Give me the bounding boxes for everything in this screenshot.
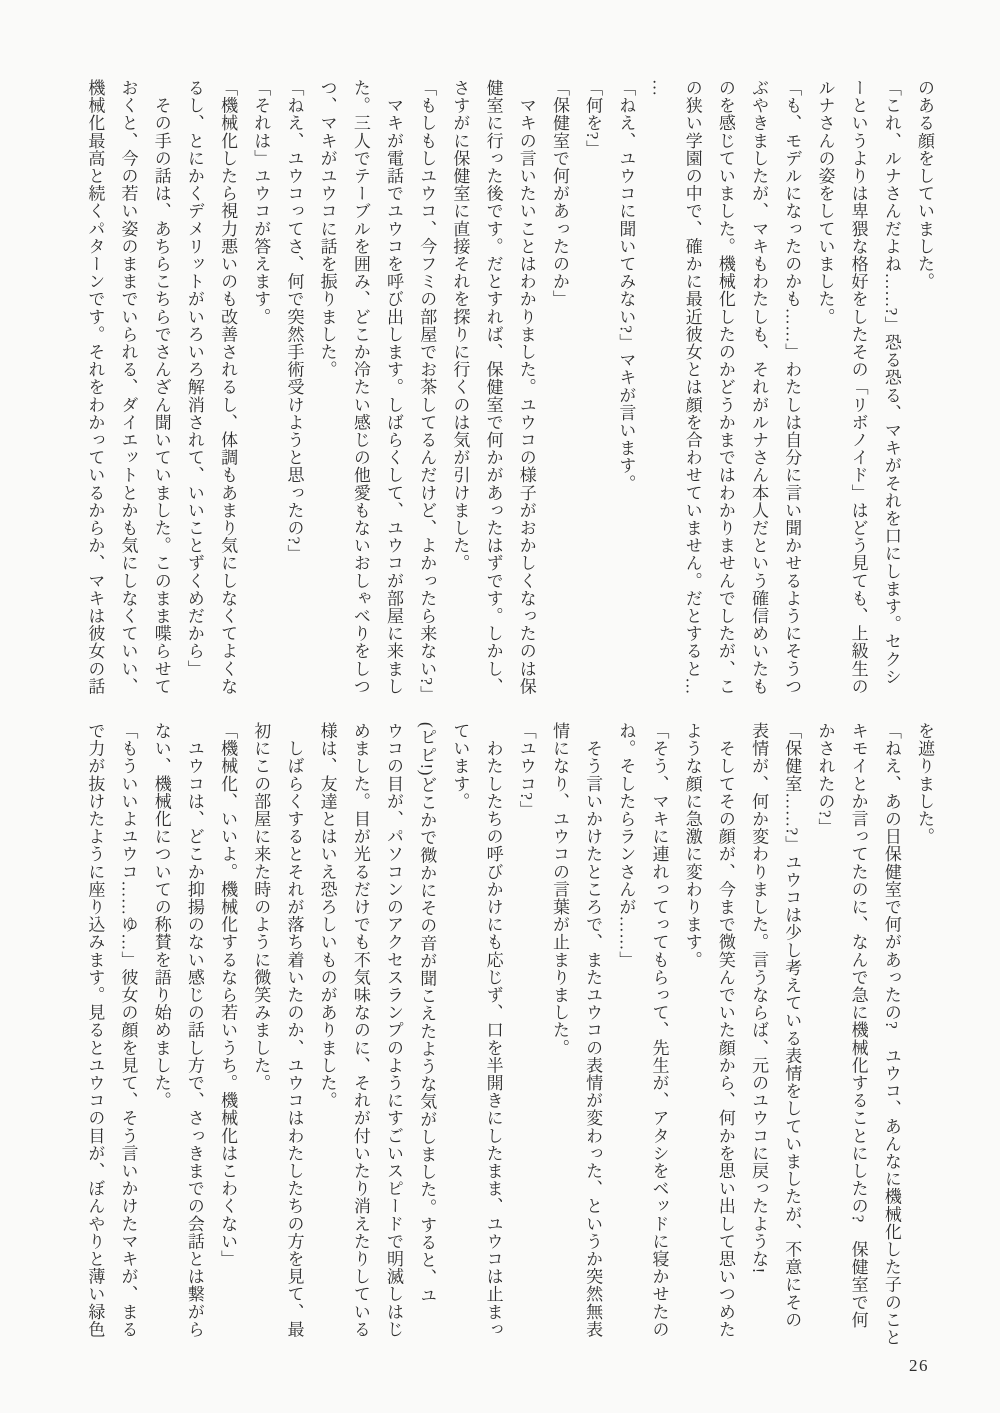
text-column: 「ねえ、あの日保健室で何があったの? ユウコ、あんなに機械化した子のこと — [881, 722, 901, 1347]
text-column: 「そう、マキに連れってってもらって、先生が、アタシをベッドに寝かせたの — [649, 722, 669, 1338]
text-column: のを感じていました。機械化したのかどうかまではわかりませんでしたが、こ — [715, 79, 735, 695]
text-column: しばらくするとそれが落ち着いたのか、ユウコはわたしたちの方を見て、最 — [284, 722, 304, 1338]
text-column: めました。目が光るだけでも不気味なのに、それが付いたり消えたりしている — [350, 722, 370, 1338]
text-column: … — [649, 79, 669, 97]
story-text-block-upper — [86, 79, 933, 724]
text-column: ね。そしたらランさんが……」 — [616, 722, 636, 969]
text-column: マキが電話でユウコを呼び出します。しばらくして、ユウコが部屋に来まし — [384, 79, 403, 695]
text-column: 「それは」ユウコが答えます。 — [251, 79, 271, 326]
text-column: 「何を?」 — [583, 79, 603, 158]
text-column: 「機械化したら視力悪いのも改善されるし、体調もあまり気にしなくてよくな — [218, 79, 238, 695]
text-column: ぶやきましたが、マキもわたしも、それがルナさん本人だという確信めいたも — [749, 79, 769, 695]
story-text-block-lower — [86, 722, 933, 1382]
text-column: 健室に行った後です。だとすれば、保健室で何かがあったはずです。しかし、 — [483, 79, 503, 695]
text-column: 「もういいよユウコ……ゆ…」彼女の顔を見て、そう言いかけたマキが、まる — [118, 722, 138, 1338]
text-column: さすがに保健室に直接それを探りに行くのは気が引けました。 — [450, 79, 470, 572]
text-column: 様は、友達とはいえ恐ろしいものがありました。 — [317, 722, 337, 1110]
text-column: 表情が、何か変わりました。言うならば、元のユウコに戻ったような! — [749, 722, 769, 1274]
text-column: ルナさんの姿をしていました。 — [815, 79, 835, 326]
text-column: わたしたちの呼びかけにも応じず、口を半開きにしたまま、ユウコは止まっ — [483, 722, 503, 1338]
text-column: (ピピ!)どこかで微かにその音が聞こえたような気がしました。すると、ユ — [417, 722, 437, 1304]
text-column: 情になり、ユウコの言葉が止まりました。 — [549, 722, 569, 1057]
text-column: おくと、今の若い姿のままでいられる、ダイエットとかも気にしなくていい、 — [118, 79, 138, 695]
text-column: のある顔をしていました。 — [915, 79, 934, 291]
text-column: 「保健室……?」ユウコは少し考えている表情をしていましたが、不意にその — [782, 722, 802, 1329]
text-column: を遮りました。 — [915, 722, 934, 846]
text-column: 「ねえ、ユウコに聞いてみない?」マキが言います。 — [616, 79, 636, 492]
text-column: の狭い学園の中で、確かに最近彼女とは顔を合わせていません。だとすると… — [682, 79, 702, 695]
text-column: た。三人でテーブルを囲み、どこか冷たい感じの他愛もないおしゃべりをしつ — [350, 79, 370, 695]
text-column: ウコの目が、パソコンのアクセスランプのようにすごいスピードで明滅しはじ — [384, 722, 403, 1338]
text-column: 機械化最高と続くパターンです。それをわかっているからか、マキは彼女の話 — [85, 79, 105, 695]
text-column: つ、マキがユウコに話を振りました。 — [317, 79, 337, 379]
text-column: その手の話は、あちらこちらでさんざん聞いていました。このまま喋らせて — [151, 79, 171, 695]
text-column: 「ねえ、ユウコってさ、何で突然手術受けようと思ったの?」 — [284, 79, 304, 563]
text-column: 「もしもしユウコ、今フミの部屋でお茶してるんだけど、よかったら来ない?」 — [417, 79, 437, 704]
text-column: 「機械化、いいよ。機械化するなら若いうち。機械化はこわくない」 — [218, 722, 238, 1268]
text-column: ーというよりは卑猥な格好をしたその「リボノイド」はどう見ても、上級生の — [848, 79, 868, 695]
text-column: るし、とにかくデメリットがいろいろ解消されて、いいことずくめだから」 — [184, 79, 204, 678]
text-column: そう言いかけたところで、またユウコの表情が変わった、というか突然無表 — [583, 722, 603, 1338]
text-column: 初にこの部屋に来た時のように微笑みました。 — [251, 722, 271, 1092]
text-column: で力が抜けたように座り込みます。見るとユウコの目が、ぼんやりと薄い緑色 — [85, 722, 105, 1338]
text-column: そしてその顔が、今まで微笑んでいた顔から、何かを思い出して思いつめた — [715, 722, 735, 1338]
text-column: 「これ、ルナさんだよね……?」恐る恐る、マキがそれを口にします。セクシ — [881, 79, 901, 686]
text-column: 「ユウコ?」 — [516, 722, 536, 819]
text-column: キモイとか言ってたのに、なんで急に機械化することにしたの? 保健室で何 — [848, 722, 868, 1329]
text-column: 「保健室で何があったのか」 — [549, 79, 569, 308]
text-column: ユウコは、どこか抑揚のない感じの話し方で、さっきまでの会話とは繋がら — [184, 722, 204, 1338]
text-column: かされたの?」 — [815, 722, 835, 836]
text-column: マキの言いたいことはわかりました。ユウコの様子がおかしくなったのは保 — [516, 79, 536, 695]
text-column: 「も、モデルになったのかも……」わたしは自分に言い聞かせるようにそうつ — [782, 79, 802, 695]
text-column: ています。 — [450, 722, 470, 810]
page-number: 26 — [909, 1356, 929, 1375]
text-column: ない、機械化についての称賛を語り始めました。 — [151, 722, 171, 1110]
text-column: ような顔に急激に変わります。 — [682, 722, 702, 969]
